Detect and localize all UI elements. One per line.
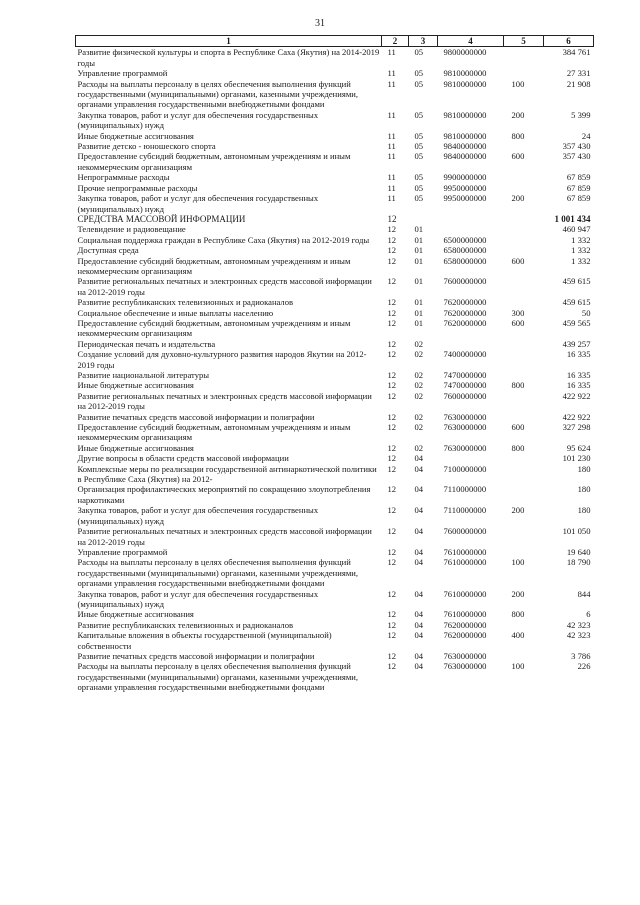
page-number: 31 <box>315 18 325 29</box>
table-row <box>76 151 594 172</box>
row-expense-type: 800 <box>511 609 525 620</box>
row-section-code: 12 <box>387 526 397 537</box>
row-expense-type <box>504 183 544 193</box>
row-expense-type: 400 <box>511 630 525 641</box>
row-name: Иные бюджетные ассигнования <box>77 380 194 391</box>
row-name: Организация профилактических мероприятий по сокращению злоупотребления наркотиками <box>77 484 371 505</box>
row-subsection-code: 01 <box>414 234 424 245</box>
row-section-code: 12 <box>387 234 397 245</box>
row-subsection-code: 01 <box>414 224 424 235</box>
row-expense-type: 200 <box>511 588 525 599</box>
row-target-code: 7610000000 <box>443 557 487 568</box>
row-amount: 50 <box>581 307 591 318</box>
row-amount: 357 430 <box>562 141 591 152</box>
row-target-code: 7630000000 <box>443 422 487 433</box>
row-section-code: 11 <box>387 182 396 193</box>
table-row <box>76 422 594 443</box>
row-target-code <box>438 339 504 349</box>
row-subsection-code: 04 <box>414 661 424 672</box>
table-row <box>76 609 594 619</box>
row-expense-type <box>504 526 544 547</box>
row-name: Расходы на выплаты персоналу в целях обеспечения выполнения функций государственными (муниципальными) органами, казенными учреждениями, органами управления государственными внебюджетными фондами <box>77 661 359 693</box>
row-name: СРЕДСТВА МАССОВОЙ ИНФОРМАЦИИ <box>77 213 246 224</box>
budget-table <box>75 35 594 693</box>
row-expense-type <box>504 297 544 307</box>
row-expense-type <box>504 172 544 182</box>
row-name: Развитие республиканских телевизионных и радиоканалов <box>77 619 294 630</box>
row-subsection-code: 05 <box>414 182 424 193</box>
row-target-code: 7610000000 <box>443 546 487 557</box>
row-amount: 19 640 <box>566 546 591 557</box>
row-expense-type <box>504 547 544 557</box>
row-expense-type <box>504 620 544 630</box>
row-target-code: 9840000000 <box>443 141 487 152</box>
row-amount: 3 786 <box>571 650 591 661</box>
row-target-code: 9810000000 <box>443 78 487 89</box>
row-target-code: 7600000000 <box>443 276 487 287</box>
row-name: Комплексные меры по реализации государственной антинаркотической политики в Республике Саха (Якутия) на 2012- <box>77 463 377 485</box>
row-section-code: 12 <box>387 224 397 235</box>
header-col-5: 5 <box>504 36 544 47</box>
row-expense-type <box>504 370 544 380</box>
row-subsection-code: 02 <box>414 411 424 422</box>
row-amount: 21 908 <box>566 78 591 89</box>
row-subsection-code: 05 <box>414 151 424 162</box>
row-target-code: 7630000000 <box>443 442 487 453</box>
row-section-code: 12 <box>387 619 397 630</box>
row-name: Развитие детско - юношеского спорта <box>77 141 216 152</box>
row-subsection-code: 05 <box>414 47 424 58</box>
table-row <box>76 256 594 277</box>
row-subsection-code: 04 <box>414 463 424 474</box>
row-target-code: 7100000000 <box>443 463 487 474</box>
row-amount: 459 615 <box>562 276 591 287</box>
table-row <box>76 349 594 370</box>
row-target-code: 7630000000 <box>443 661 487 672</box>
row-expense-type: 600 <box>511 255 525 266</box>
table-header-row <box>76 36 594 47</box>
row-name: Развитие республиканских телевизионных и радиоканалов <box>77 297 294 308</box>
row-section-code: 11 <box>387 78 396 89</box>
header-col-4: 4 <box>438 36 504 47</box>
row-amount: 67 859 <box>566 182 591 193</box>
row-section-code: 12 <box>387 390 397 401</box>
row-subsection-code: 01 <box>414 297 424 308</box>
row-amount: 1 332 <box>571 255 591 266</box>
row-amount: 439 257 <box>562 338 591 349</box>
row-amount: 95 624 <box>566 442 591 453</box>
row-expense-type <box>504 235 544 245</box>
row-section-code: 12 <box>387 609 397 620</box>
row-expense-type: 100 <box>511 557 525 568</box>
row-target-code: 9950000000 <box>443 182 487 193</box>
row-section-code: 11 <box>387 193 396 204</box>
row-name: Иные бюджетные ассигнования <box>77 442 194 453</box>
row-subsection-code: 04 <box>414 619 424 630</box>
row-amount: 42 323 <box>566 619 591 630</box>
row-name: Прочие непрограммные расходы <box>77 182 198 193</box>
header-col-3: 3 <box>409 36 438 47</box>
row-target-code: 7600000000 <box>443 390 487 401</box>
table-row <box>76 620 594 630</box>
row-target-code: 7470000000 <box>443 370 487 380</box>
row-expense-type: 800 <box>511 442 525 453</box>
table-row <box>76 68 594 78</box>
table-row <box>76 526 594 547</box>
row-section-code: 12 <box>387 276 397 287</box>
row-amount: 18 790 <box>566 557 591 568</box>
row-amount: 180 <box>577 484 591 495</box>
row-name: Развитие печатных средств массовой информации и полиграфии <box>77 411 315 422</box>
header-col-2: 2 <box>382 36 409 47</box>
row-name: Закупка товаров, работ и услуг для обеспечения государственных (муниципальных) нужд <box>77 193 319 214</box>
row-target-code: 7630000000 <box>443 650 487 661</box>
row-expense-type: 600 <box>511 151 525 162</box>
row-subsection-code: 02 <box>414 370 424 380</box>
row-subsection-code: 05 <box>414 130 424 141</box>
row-target-code: 7620000000 <box>443 630 487 641</box>
table-row <box>76 412 594 422</box>
table-row <box>76 235 594 245</box>
row-section-code: 12 <box>387 650 397 661</box>
row-subsection-code: 04 <box>414 505 424 516</box>
row-section-code: 12 <box>387 630 397 641</box>
row-name: Расходы на выплаты персоналу в целях обеспечения выполнения функций государственными (муниципальными) органами, казенными учреждениями, органами управления государственными внебюджетными фондами <box>77 557 359 589</box>
table-row <box>76 245 594 255</box>
row-subsection-code: 05 <box>414 141 424 152</box>
row-section-code: 12 <box>387 505 397 516</box>
row-section-code: 12 <box>387 453 397 464</box>
row-name: Управление программой <box>77 68 168 79</box>
row-subsection-code: 04 <box>414 484 424 495</box>
table-row <box>76 547 594 557</box>
row-section-code: 12 <box>387 245 397 256</box>
row-expense-type <box>504 412 544 422</box>
row-target-code: 9950000000 <box>443 193 487 204</box>
row-amount: 422 922 <box>562 411 591 422</box>
row-subsection-code: 05 <box>414 109 424 120</box>
table-row <box>76 661 594 692</box>
row-name: Создание условий для духовно-культурного развития народов Якутии на 2012-2019 годы <box>77 349 367 370</box>
row-amount: 5 399 <box>571 109 591 120</box>
row-amount: 180 <box>577 505 591 516</box>
table-row <box>76 370 594 380</box>
row-expense-type <box>504 276 544 297</box>
row-subsection-code: 05 <box>414 193 424 204</box>
table-row <box>76 453 594 463</box>
row-subsection-code <box>409 214 438 224</box>
row-name: Предоставление субсидий бюджетным, автономным учреждениям и иным некоммерческим организациям <box>77 255 351 276</box>
row-target-code: 6580000000 <box>443 255 487 266</box>
row-amount: 460 947 <box>562 224 591 235</box>
row-section-code: 12 <box>387 411 397 422</box>
row-section-code: 11 <box>387 172 396 183</box>
row-name: Предоставление субсидий бюджетным, автономным учреждениям и иным некоммерческим организациям <box>77 151 351 172</box>
row-expense-type: 800 <box>511 130 525 141</box>
table-row <box>76 141 594 151</box>
row-target-code: 7610000000 <box>443 609 487 620</box>
row-expense-type <box>504 349 544 370</box>
row-subsection-code: 04 <box>414 453 424 464</box>
table-row <box>76 183 594 193</box>
row-amount: 24 <box>581 130 591 141</box>
row-target-code <box>438 224 504 234</box>
row-name: Развитие национальной литературы <box>77 370 210 380</box>
table-row <box>76 47 594 68</box>
row-target-code: 9840000000 <box>443 151 487 162</box>
row-name: Расходы на выплаты персоналу в целях обеспечения выполнения функций государственными (муниципальными) органами, казенными учреждениями, органами управления государственными внебюджетными фондами <box>77 78 359 110</box>
table-row <box>76 224 594 234</box>
table-row <box>76 380 594 390</box>
row-expense-type: 100 <box>511 78 525 89</box>
table-row <box>76 297 594 307</box>
row-name: Развитие региональных печатных и электронных средств массовой информации на 2012-2019 годы <box>77 276 372 297</box>
row-subsection-code: 05 <box>414 78 424 89</box>
row-section-code: 12 <box>387 255 397 266</box>
row-subsection-code: 04 <box>414 557 424 568</box>
row-expense-type: 600 <box>511 422 525 433</box>
row-section-code: 12 <box>387 546 397 557</box>
row-section-code: 12 <box>387 349 397 360</box>
row-amount: 459 565 <box>562 317 591 328</box>
row-name: Предоставление субсидий бюджетным, автономным учреждениям и иным некоммерческим организациям <box>77 317 351 339</box>
row-target-code <box>438 214 504 224</box>
row-amount: 180 <box>577 463 591 474</box>
table-row <box>76 630 594 651</box>
row-target-code: 9810000000 <box>443 130 487 141</box>
row-section-code: 11 <box>387 151 396 162</box>
row-expense-type <box>504 224 544 234</box>
row-amount: 844 <box>577 588 591 599</box>
row-section-code: 12 <box>387 557 397 568</box>
row-subsection-code: 04 <box>414 526 424 537</box>
row-subsection-code: 01 <box>414 307 424 318</box>
row-amount: 27 331 <box>566 68 591 79</box>
row-section-code: 12 <box>387 422 397 433</box>
row-expense-type <box>504 47 544 68</box>
row-section-code: 12 <box>387 297 397 308</box>
table-row <box>76 505 594 526</box>
row-subsection-code: 02 <box>414 349 424 360</box>
table-row <box>76 464 594 485</box>
header-col-1: 1 <box>76 36 382 47</box>
row-subsection-code: 01 <box>414 255 424 266</box>
row-subsection-code: 02 <box>414 338 424 349</box>
row-name: Иные бюджетные ассигнования <box>77 609 194 620</box>
row-target-code: 7620000000 <box>443 297 487 308</box>
row-expense-type <box>504 453 544 463</box>
row-subsection-code: 01 <box>414 276 424 287</box>
row-section-code: 11 <box>387 130 396 141</box>
row-amount: 6 <box>586 609 591 620</box>
table-row <box>76 589 594 610</box>
row-section-code: 12 <box>387 317 397 328</box>
row-amount: 384 761 <box>562 47 591 58</box>
row-subsection-code: 04 <box>414 650 424 661</box>
row-target-code <box>438 453 504 463</box>
row-name: Закупка товаров, работ и услуг для обеспечения государственных (муниципальных) нужд <box>77 505 319 526</box>
table-row <box>76 318 594 339</box>
row-name: Доступная среда <box>77 245 139 256</box>
row-name: Управление программой <box>77 546 168 557</box>
row-amount: 422 922 <box>562 390 591 401</box>
row-subsection-code: 05 <box>414 172 424 183</box>
table-row <box>76 79 594 110</box>
row-section-code: 12 <box>387 370 397 380</box>
table-row <box>76 193 594 214</box>
row-target-code: 9800000000 <box>443 47 487 58</box>
row-amount: 357 430 <box>562 151 591 162</box>
row-amount: 16 335 <box>566 380 591 391</box>
row-name: Закупка товаров, работ и услуг для обеспечения государственных (муниципальных) нужд <box>77 588 319 609</box>
row-subsection-code: 02 <box>414 442 424 453</box>
row-section-code: 12 <box>387 588 397 599</box>
row-expense-type <box>504 245 544 255</box>
row-expense-type: 200 <box>511 109 525 120</box>
row-target-code: 7620000000 <box>443 317 487 328</box>
row-section-code: 11 <box>387 68 396 79</box>
row-amount: 226 <box>577 661 591 672</box>
row-target-code: 7470000000 <box>443 380 487 391</box>
row-target-code: 7620000000 <box>443 619 487 630</box>
row-section-code: 11 <box>387 109 396 120</box>
table-row <box>76 308 594 318</box>
row-amount: 67 859 <box>566 172 591 183</box>
row-amount: 16 335 <box>566 349 591 360</box>
row-subsection-code: 04 <box>414 588 424 599</box>
row-name: Развитие печатных средств массовой информации и полиграфии <box>77 650 315 661</box>
row-amount: 1 001 434 <box>554 213 591 224</box>
row-expense-type: 200 <box>511 505 525 516</box>
row-section-code: 12 <box>387 661 397 672</box>
row-amount: 327 298 <box>562 422 591 433</box>
row-subsection-code: 04 <box>414 609 424 620</box>
row-amount: 101 230 <box>562 453 591 464</box>
row-target-code: 7620000000 <box>443 307 487 318</box>
row-amount: 16 335 <box>566 370 591 380</box>
row-target-code: 7610000000 <box>443 588 487 599</box>
row-name: Предоставление субсидий бюджетным, автономным учреждениям и иным некоммерческим организациям <box>77 422 351 443</box>
row-expense-type <box>504 141 544 151</box>
row-section-code: 12 <box>387 213 397 224</box>
row-target-code: 6500000000 <box>443 234 487 245</box>
row-expense-type: 300 <box>511 307 525 318</box>
row-name: Развитие региональных печатных и электронных средств массовой информации на 2012-2019 годы <box>77 390 372 412</box>
table-row <box>76 651 594 661</box>
row-name: Периодическая печать и издательства <box>77 338 216 349</box>
row-subsection-code: 02 <box>414 422 424 433</box>
row-name: Социальное обеспечение и иные выплаты населению <box>77 307 274 318</box>
row-name: Непрограммные расходы <box>77 172 170 183</box>
row-name: Другие вопросы в области средств массовой информации <box>77 453 289 464</box>
row-subsection-code: 02 <box>414 390 424 401</box>
row-target-code: 7600000000 <box>443 526 487 537</box>
row-expense-type <box>504 339 544 349</box>
row-expense-type <box>504 68 544 78</box>
table-row <box>76 484 594 505</box>
row-name: Иные бюджетные ассигнования <box>77 130 194 141</box>
row-subsection-code: 04 <box>414 630 424 641</box>
row-amount: 67 859 <box>566 193 591 204</box>
row-section-code: 12 <box>387 307 397 318</box>
row-section-code: 11 <box>387 47 396 58</box>
row-name: Социальная поддержка граждан в Республике Саха (Якутия) на 2012-2019 годы <box>77 234 370 245</box>
row-expense-type <box>504 651 544 661</box>
row-expense-type <box>504 391 544 412</box>
row-name: Развитие региональных печатных и электронных средств массовой информации на 2012-2019 годы <box>77 526 372 547</box>
row-name: Закупка товаров, работ и услуг для обеспечения государственных (муниципальных) нужд <box>77 109 319 131</box>
row-target-code: 7110000000 <box>443 484 487 495</box>
row-name: Капитальные вложения в объекты государственной (муниципальной) собственности <box>77 630 332 651</box>
row-expense-type: 800 <box>511 380 525 391</box>
row-amount: 459 615 <box>562 297 591 308</box>
table-row <box>76 110 594 131</box>
table-row <box>76 391 594 412</box>
row-target-code: 9810000000 <box>443 68 487 79</box>
row-expense-type <box>504 464 544 485</box>
row-amount: 1 332 <box>571 234 591 245</box>
table-row <box>76 214 594 224</box>
table-row <box>76 443 594 453</box>
row-expense-type <box>504 214 544 224</box>
row-target-code: 7110000000 <box>443 505 487 516</box>
row-target-code: 7400000000 <box>443 349 487 360</box>
row-amount: 42 323 <box>566 630 591 641</box>
row-target-code: 9900000000 <box>443 172 487 183</box>
table-row <box>76 131 594 141</box>
row-section-code: 12 <box>387 442 397 453</box>
row-subsection-code: 01 <box>414 245 424 256</box>
row-subsection-code: 01 <box>414 317 424 328</box>
row-amount: 101 050 <box>562 526 591 537</box>
row-subsection-code: 05 <box>414 68 424 79</box>
row-amount: 1 332 <box>571 245 591 256</box>
table-row <box>76 276 594 297</box>
row-target-code: 9810000000 <box>443 109 487 120</box>
table-row <box>76 172 594 182</box>
row-expense-type: 600 <box>511 317 525 328</box>
row-name: Телевидение и радиовещание <box>77 224 186 235</box>
table-row <box>76 557 594 588</box>
row-section-code: 12 <box>387 484 397 495</box>
row-section-code: 12 <box>387 380 397 391</box>
row-subsection-code: 04 <box>414 546 424 557</box>
row-name: Развитие физической культуры и спорта в Республике Саха (Якутия) на 2014-2019 годы <box>77 47 380 68</box>
row-expense-type: 100 <box>511 661 525 672</box>
row-target-code: 6580000000 <box>443 245 487 256</box>
row-section-code: 12 <box>387 463 397 474</box>
row-expense-type <box>504 484 544 505</box>
row-section-code: 11 <box>387 141 396 152</box>
table-row <box>76 339 594 349</box>
row-expense-type: 200 <box>511 193 525 204</box>
row-target-code: 7630000000 <box>443 411 487 422</box>
row-section-code: 12 <box>387 338 397 349</box>
row-subsection-code: 02 <box>414 380 424 391</box>
header-col-6: 6 <box>544 36 594 47</box>
